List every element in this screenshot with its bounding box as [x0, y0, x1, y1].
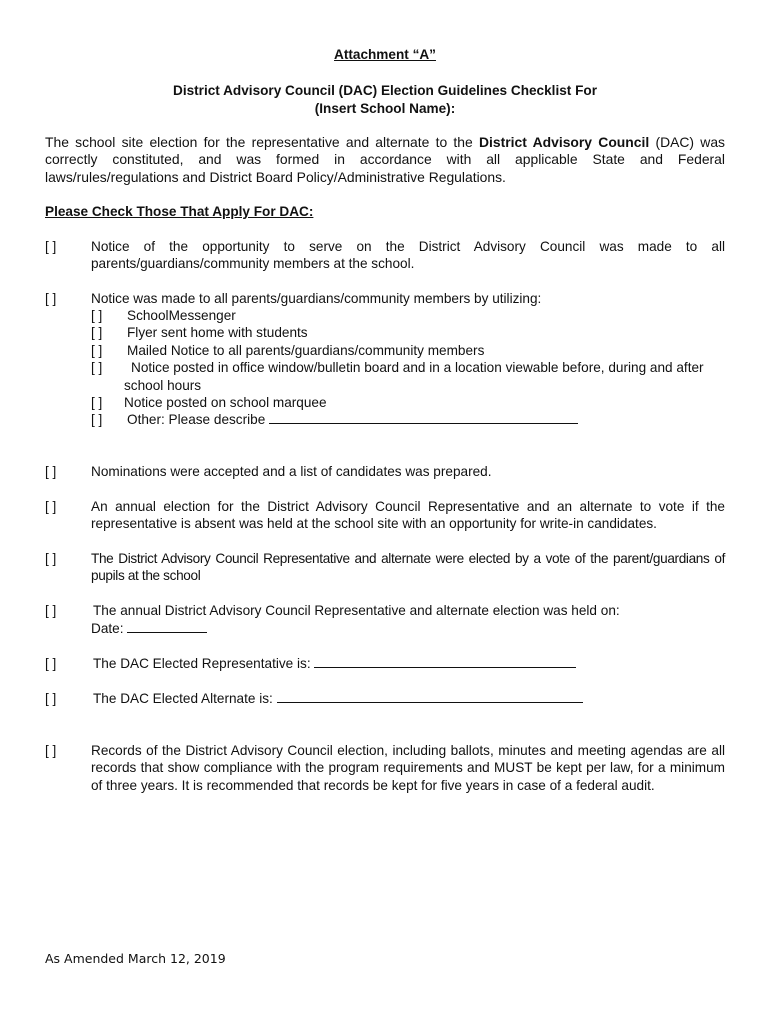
sub-item-5: [91, 394, 725, 411]
date-row: [91, 620, 725, 637]
checkbox-sub-5[interactable]: [ ]: [91, 394, 103, 410]
sub-item-5-label: Notice posted on school marquee: [124, 394, 327, 410]
footer-amended-date: As Amended March 12, 2019: [45, 951, 226, 966]
intro-bold-term: District Advisory Council: [479, 134, 650, 150]
sub-item-4: [91, 359, 725, 376]
intro-text-end: (DAC) was correctly constituted, and was formed in accordance with all applicable State and Federal laws/rules/regulations and District Board Policy/Administrative Regulations.: [45, 134, 725, 185]
sub-item-2: [91, 324, 725, 341]
sub-item-3: [91, 342, 725, 359]
title-line-2: (Insert School Name):: [314, 101, 456, 116]
checkbox-item-6[interactable]: [ ]: [45, 603, 57, 618]
checkbox-sub-1[interactable]: [ ]: [91, 308, 103, 323]
item-6-text: The annual District Advisory Council Representative and alternate election was held on:: [93, 603, 620, 618]
checkbox-item-3[interactable]: [ ]: [45, 464, 57, 479]
item-5-text: The District Advisory Council Representative and alternate were elected by a vote of the parent/guardians of pupils at the school: [91, 551, 725, 584]
alternate-row: [93, 690, 727, 707]
sub-item-4-label-line-2: school hours: [124, 377, 202, 393]
checkbox-item-9[interactable]: [ ]: [45, 743, 57, 758]
election-date-field[interactable]: [127, 620, 207, 633]
item-1-text: Notice of the opportunity to serve on the District Advisory Council was made to all parents/guardians/community members at the school.: [91, 239, 725, 272]
sub-item-4-continued: [91, 377, 725, 394]
sub-item-1: [91, 307, 725, 324]
checkbox-item-2[interactable]: [ ]: [45, 291, 57, 306]
instruction-heading: Please Check Those That Apply For DAC:: [45, 204, 314, 219]
title-line-1: District Advisory Council (DAC) Election Guidelines Checklist For: [173, 83, 597, 98]
checkbox-sub-4[interactable]: [ ]: [91, 360, 103, 376]
sub-item-3-label: Mailed Notice to all parents/guardians/community members: [127, 342, 485, 358]
item-9-text: Records of the District Advisory Council election, including ballots, minutes and meeting agendas are all records that show compliance with the program requirements and MUST be kept per law, for a minimum of three years. It is recommended that records be kept for five years in case of a federal audit.: [91, 743, 725, 793]
item-3-text: Nominations were accepted and a list of candidates was prepared.: [91, 464, 492, 479]
sub-item-2-label: Flyer sent home with students: [127, 325, 308, 341]
checkbox-sub-3[interactable]: [ ]: [91, 342, 103, 358]
sub-item-6-label: Other: Please describe: [127, 412, 270, 428]
checkbox-sub-6[interactable]: [ ]: [91, 412, 103, 428]
date-label: Date:: [91, 621, 128, 636]
other-description-field[interactable]: [269, 411, 578, 424]
item-7-text: The DAC Elected Representative is:: [93, 656, 315, 671]
checkbox-item-4[interactable]: [ ]: [45, 499, 57, 514]
alternate-name-field[interactable]: [277, 690, 583, 703]
sub-item-4-label: Notice posted in office window/bulletin board and in a location viewable before, during and after: [131, 360, 704, 376]
item-2-text: Notice was made to all parents/guardians/community members by utilizing:: [91, 291, 542, 306]
item-4-text: An annual election for the District Advisory Council Representative and an alternate to vote if the representative is absent was held at the school site with an opportunity for write-in candidates.: [91, 499, 725, 532]
checkbox-sub-2[interactable]: [ ]: [91, 325, 103, 341]
checkbox-item-1[interactable]: [ ]: [45, 239, 57, 254]
intro-text-start: The school site election for the representative and alternate to the: [45, 134, 479, 150]
checkbox-item-8[interactable]: [ ]: [45, 691, 57, 706]
checkbox-item-5[interactable]: [ ]: [45, 551, 57, 566]
intro-paragraph: [45, 134, 725, 186]
representative-row: [93, 655, 727, 672]
sub-item-list: [91, 307, 725, 429]
sub-item-6-row: [127, 411, 725, 428]
item-8-text: The DAC Elected Alternate is:: [93, 691, 277, 706]
sub-item-1-label: SchoolMessenger: [127, 308, 236, 323]
sub-item-6: [91, 411, 725, 428]
checkbox-item-7[interactable]: [ ]: [45, 656, 57, 671]
attachment-heading: Attachment “A”: [334, 47, 436, 62]
representative-name-field[interactable]: [314, 655, 576, 668]
